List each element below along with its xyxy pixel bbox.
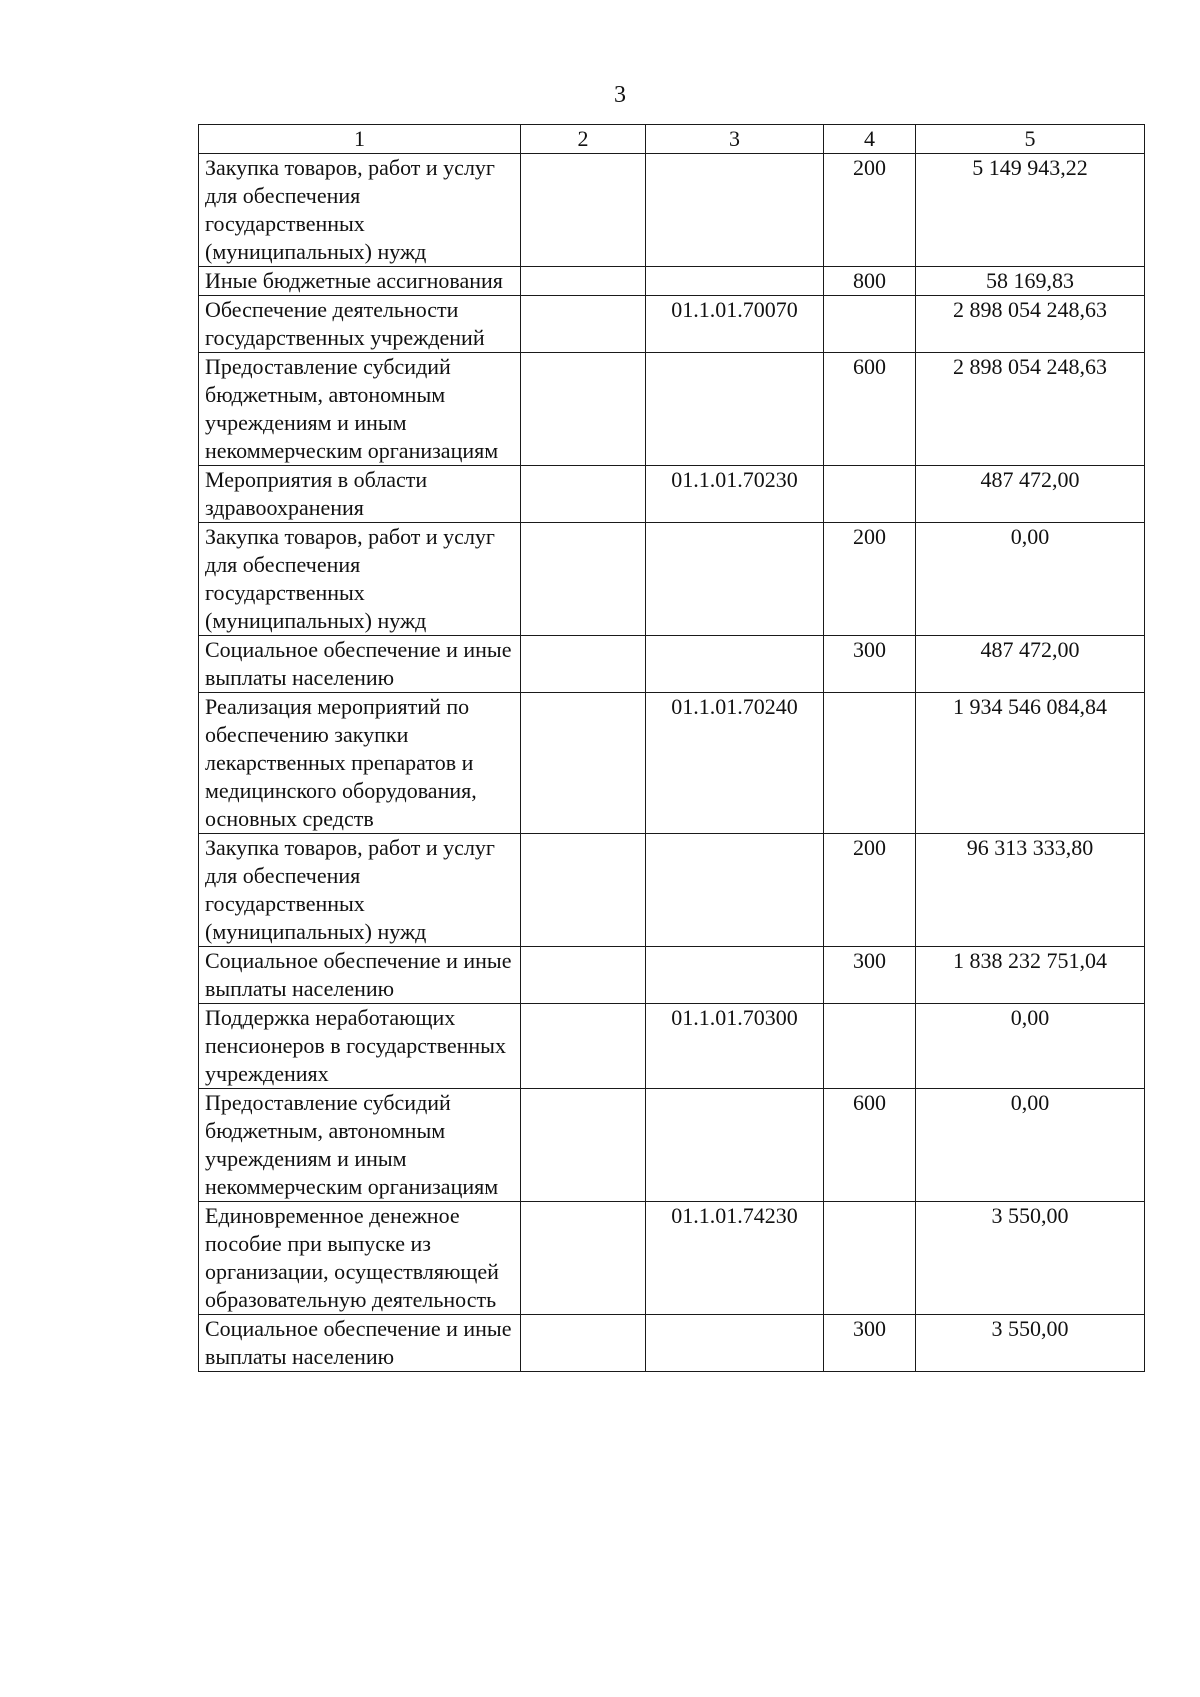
row-code-cell	[646, 267, 824, 296]
table-row	[199, 154, 1145, 267]
row-type-cell	[824, 1202, 916, 1315]
row-col2-cell	[521, 353, 646, 466]
row-name-cell: Закупка товаров, работ и услуг для обеспечения государственных (муниципальных) нужд	[199, 523, 521, 636]
row-code-cell: 01.1.01.70240	[646, 693, 824, 834]
row-sum-cell: 1 838 232 751,04	[916, 947, 1145, 1004]
row-sum-cell: 3 550,00	[916, 1202, 1145, 1315]
row-code-cell: 01.1.01.70070	[646, 296, 824, 353]
row-name-cell: Закупка товаров, работ и услуг для обеспечения государственных (муниципальных) нужд	[199, 154, 521, 267]
row-code-cell	[646, 1089, 824, 1202]
row-code-cell	[646, 834, 824, 947]
row-col2-cell	[521, 1202, 646, 1315]
row-code-cell: 01.1.01.74230	[646, 1202, 824, 1315]
row-type-cell: 600	[824, 353, 916, 466]
row-type-cell: 300	[824, 947, 916, 1004]
row-col2-cell	[521, 296, 646, 353]
row-type-cell: 800	[824, 267, 916, 296]
row-name-cell: Обеспечение деятельности государственных учреждений	[199, 296, 521, 353]
row-col2-cell	[521, 834, 646, 947]
table-row	[199, 947, 1145, 1004]
table-row	[199, 1202, 1145, 1315]
row-code-cell	[646, 154, 824, 267]
row-code-cell: 01.1.01.70230	[646, 466, 824, 523]
row-col2-cell	[521, 523, 646, 636]
row-type-cell	[824, 466, 916, 523]
budget-table	[198, 124, 1145, 1372]
table-row	[199, 693, 1145, 834]
header-cell: 1	[199, 125, 521, 154]
row-code-cell	[646, 636, 824, 693]
table-row	[199, 523, 1145, 636]
table-header-row	[199, 125, 1145, 154]
header-cell: 4	[824, 125, 916, 154]
row-code-cell	[646, 353, 824, 466]
row-code-cell	[646, 947, 824, 1004]
row-type-cell: 300	[824, 636, 916, 693]
row-col2-cell	[521, 947, 646, 1004]
table-row	[199, 267, 1145, 296]
table-row	[199, 834, 1145, 947]
header-cell: 2	[521, 125, 646, 154]
row-sum-cell: 487 472,00	[916, 466, 1145, 523]
row-sum-cell: 3 550,00	[916, 1315, 1145, 1372]
row-name-cell: Предоставление субсидий бюджетным, автономным учреждениям и иным некоммерческим организациям	[199, 1089, 521, 1202]
row-code-cell	[646, 1315, 824, 1372]
row-sum-cell: 96 313 333,80	[916, 834, 1145, 947]
row-sum-cell: 2 898 054 248,63	[916, 353, 1145, 466]
row-type-cell: 600	[824, 1089, 916, 1202]
row-name-cell: Предоставление субсидий бюджетным, автономным учреждениям и иным некоммерческим организациям	[199, 353, 521, 466]
row-col2-cell	[521, 466, 646, 523]
row-sum-cell: 1 934 546 084,84	[916, 693, 1145, 834]
row-name-cell: Социальное обеспечение и иные выплаты населению	[199, 947, 521, 1004]
header-cell: 5	[916, 125, 1145, 154]
row-type-cell: 300	[824, 1315, 916, 1372]
row-col2-cell	[521, 636, 646, 693]
row-col2-cell	[521, 1089, 646, 1202]
table-row	[199, 353, 1145, 466]
row-col2-cell	[521, 1004, 646, 1089]
table-row	[199, 296, 1145, 353]
table-row	[199, 1089, 1145, 1202]
row-col2-cell	[521, 693, 646, 834]
row-code-cell: 01.1.01.70300	[646, 1004, 824, 1089]
row-sum-cell: 2 898 054 248,63	[916, 296, 1145, 353]
row-col2-cell	[521, 1315, 646, 1372]
row-name-cell: Реализация мероприятий по обеспечению закупки лекарственных препаратов и медицинского оборудования, основных средств	[199, 693, 521, 834]
row-code-cell	[646, 523, 824, 636]
row-type-cell	[824, 1004, 916, 1089]
page-number: 3	[614, 82, 626, 108]
table-row	[199, 1315, 1145, 1372]
row-name-cell: Социальное обеспечение и иные выплаты населению	[199, 636, 521, 693]
row-name-cell: Единовременное денежное пособие при выпуске из организации, осуществляющей образовательную деятельность	[199, 1202, 521, 1315]
row-type-cell: 200	[824, 523, 916, 636]
table-row	[199, 636, 1145, 693]
row-name-cell: Социальное обеспечение и иные выплаты населению	[199, 1315, 521, 1372]
row-type-cell: 200	[824, 154, 916, 267]
header-cell: 3	[646, 125, 824, 154]
row-sum-cell: 58 169,83	[916, 267, 1145, 296]
table-body	[199, 154, 1145, 1372]
row-name-cell: Поддержка неработающих пенсионеров в государственных учреждениях	[199, 1004, 521, 1089]
row-sum-cell: 0,00	[916, 1089, 1145, 1202]
row-type-cell	[824, 693, 916, 834]
row-name-cell: Закупка товаров, работ и услуг для обеспечения государственных (муниципальных) нужд	[199, 834, 521, 947]
row-type-cell: 200	[824, 834, 916, 947]
row-sum-cell: 0,00	[916, 1004, 1145, 1089]
row-name-cell: Мероприятия в области здравоохранения	[199, 466, 521, 523]
row-type-cell	[824, 296, 916, 353]
table-row	[199, 1004, 1145, 1089]
row-sum-cell: 487 472,00	[916, 636, 1145, 693]
row-col2-cell	[521, 154, 646, 267]
row-name-cell: Иные бюджетные ассигнования	[199, 267, 521, 296]
row-sum-cell: 5 149 943,22	[916, 154, 1145, 267]
row-sum-cell: 0,00	[916, 523, 1145, 636]
row-col2-cell	[521, 267, 646, 296]
table-row	[199, 466, 1145, 523]
